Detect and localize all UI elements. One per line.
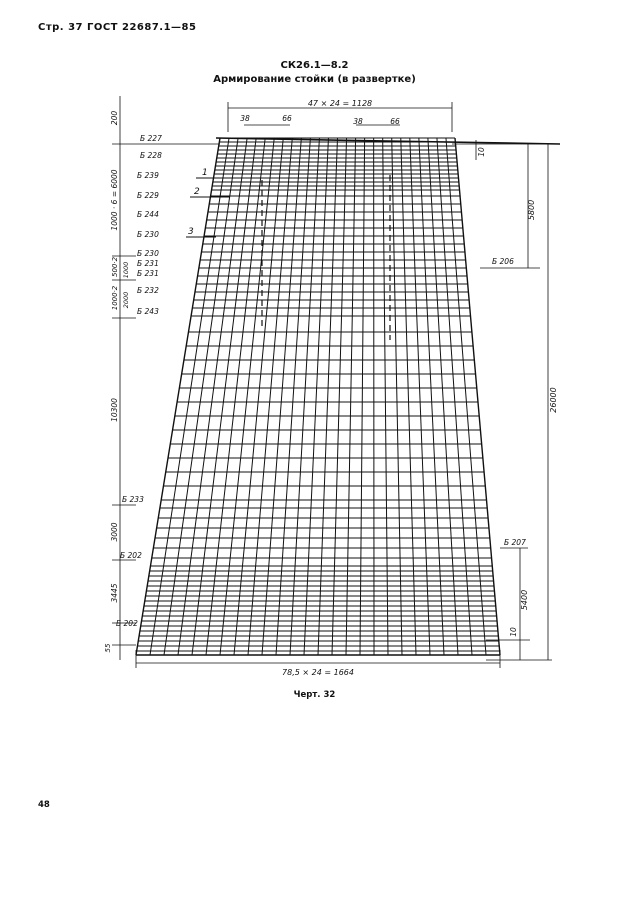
dim-left-3000: 3000 xyxy=(110,522,119,542)
dim-right-26000: 26000 xyxy=(549,387,558,413)
longitudinal-bar xyxy=(304,138,328,655)
bar-label: Б 228 xyxy=(140,151,162,160)
longitudinal-bar xyxy=(220,138,274,655)
longitudinal-bar xyxy=(276,138,310,655)
longitudinal-bar xyxy=(383,138,388,655)
dim-top-66-right: 66 xyxy=(390,117,400,126)
dim-right-5400: 5400 xyxy=(520,589,529,611)
dim-top-overall: 47 × 24 = 1128 xyxy=(307,99,373,108)
bar-label: Б 233 xyxy=(122,495,144,504)
longitudinal-bar xyxy=(234,138,283,655)
bar-label: Б 202 xyxy=(116,619,138,628)
longitudinal-bar xyxy=(290,138,319,655)
bar-label: Б 229 xyxy=(137,191,159,200)
longitudinal-bar xyxy=(192,138,256,655)
longitudinal-bar xyxy=(428,138,458,655)
longitudinal-bar xyxy=(206,138,265,655)
longitudinal-bar xyxy=(401,138,416,655)
dim-top-66-left: 66 xyxy=(282,114,292,123)
dim-left-3445: 3445 xyxy=(110,583,119,603)
dim-left-2000: 2000 xyxy=(122,291,130,309)
dim-left-1000x2: 1000·2 xyxy=(111,285,119,311)
leader-3: 3 xyxy=(188,227,194,237)
bar-label: Б 230 xyxy=(137,249,159,258)
bar-label: Б 230 xyxy=(137,230,159,239)
dim-left-1000: 1000 xyxy=(122,261,130,279)
leader-2: 2 xyxy=(194,187,200,197)
longitudinal-bar xyxy=(346,138,356,655)
longitudinal-bar xyxy=(437,138,472,655)
leader-1: 1 xyxy=(202,168,208,178)
dim-left-55: 55 xyxy=(104,643,112,653)
right-dimensions xyxy=(452,140,560,660)
longitudinal-bar xyxy=(150,138,229,655)
bar-label: Б 244 xyxy=(137,210,159,219)
longitudinal-bar xyxy=(419,138,444,655)
bar-label: Б 243 xyxy=(137,307,159,316)
bar-label: Б 202 xyxy=(120,551,142,560)
figure-caption: Черт. 32 xyxy=(293,690,336,700)
longitudinal-bar xyxy=(410,138,430,655)
drawing-title: Армирование стойки (в развертке) xyxy=(213,74,416,85)
reinforcement-mesh xyxy=(136,138,560,655)
dim-left-6000: 1000 · 6 = 6000 xyxy=(110,169,119,231)
dim-bottom-overall: 78,5 × 24 = 1664 xyxy=(282,668,354,677)
dim-left-200: 200 xyxy=(110,110,119,126)
bar-label: Б 239 xyxy=(137,171,159,180)
bar-label: Б 232 xyxy=(137,286,159,295)
bar-label: Б 231 xyxy=(137,259,159,268)
dim-top-38-right: 38 xyxy=(353,117,363,126)
bar-label: Б 227 xyxy=(140,134,162,143)
running-head: Стр. 37 ГОСТ 22687.1—85 xyxy=(38,22,197,33)
longitudinal-bar xyxy=(392,138,402,655)
longitudinal-bar xyxy=(248,138,292,655)
dim-left-500x2: 500·2 xyxy=(111,256,119,278)
longitudinal-bar xyxy=(360,138,365,655)
top-plate-line xyxy=(216,138,560,144)
dim-right-10-bottom: 10 xyxy=(509,627,518,637)
longitudinal-bar xyxy=(164,138,238,655)
bar-label: Б 231 xyxy=(137,269,159,278)
longitudinal-bar xyxy=(455,138,500,655)
dim-right-5800: 5800 xyxy=(527,199,536,221)
page-number: 48 xyxy=(38,800,50,810)
longitudinal-bar xyxy=(178,138,247,655)
bar-label: Б 207 xyxy=(504,538,526,547)
bar-label: Б 206 xyxy=(492,257,514,266)
longitudinal-bar xyxy=(262,138,301,655)
dim-top-38-left: 38 xyxy=(240,114,250,123)
dim-left-10300: 10300 xyxy=(110,398,119,422)
drawing-code: СК26.1—8.2 xyxy=(280,60,349,71)
dim-right-10-top: 10 xyxy=(477,147,486,157)
longitudinal-bar xyxy=(446,138,486,655)
